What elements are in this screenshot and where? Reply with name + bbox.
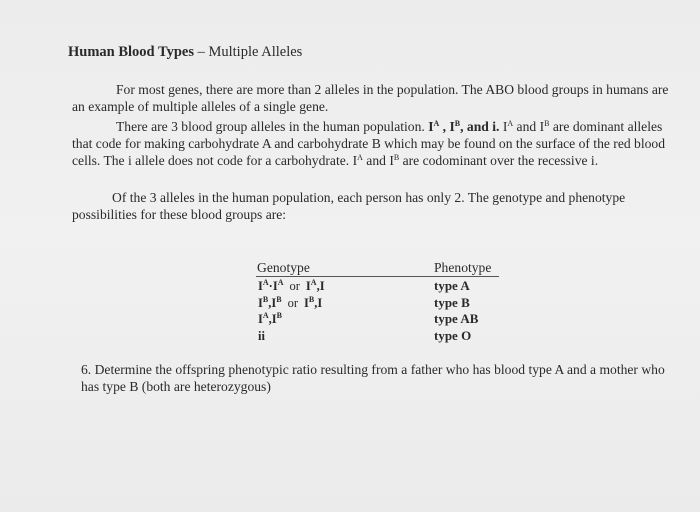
genotype-row-a: $I^A\cdot I^A$ or $I^A,I$ [258,278,325,293]
genotype-row-ab: $I^A,I^B$ [258,311,282,326]
genotype-header: Genotype [257,260,310,275]
phenotype-row-a: type A [434,278,470,293]
table-header-rule [256,276,499,277]
allele-ia: $I^A$ [428,119,440,134]
alleles-text-3: and I [513,119,545,134]
phenotype-row-ab: type AB [434,311,479,326]
title-subtitle: – Multiple Alleles [193,44,303,60]
phenotype-row-o: type O [434,327,472,343]
paragraph-alleles: There are 3 blood group alleles in the human population. $I^A$ , $I^B$, and i. $I^A$ and $I^B$ are dominant alleles that code for making carbohydrate A and carbohydrate B which may be found on the surface of the red blood cells. The i allele does not code for a carbohydrate. $I^A$ and $I^B$ are codominant over the recessive i. [72,119,666,168]
page-title [68,44,302,61]
phenotype-row-b: type B [434,294,470,310]
alleles-text-2: I [499,119,508,134]
question-6: 6. Determine the offspring phenotypic ratio resulting from a father who has blood type A and a mother who has type B (both are heterozygous) [81,362,665,394]
paragraph-possibilities-text: Of the 3 alleles in the human population, each person has only 2. The genotype and phenotype possibilities for these blood groups are: [72,190,626,222]
allele-ib: $I^B$ [449,119,461,134]
genotype-row-b: $I^B,I^B$ or $I^B,I$ [258,294,323,310]
genotype-row-o: ii [258,328,265,343]
allele-i: , and i. [460,119,500,134]
alleles-text-1: There are 3 blood group alleles in the human population. [116,119,429,134]
genotype-list [258,278,325,344]
paragraph-possibilities [72,189,672,223]
title-main: Human Blood Types [68,44,194,60]
alleles-text-6: are codominant over the recessive i. [399,153,599,168]
paragraph-intro-text: For most genes, there are more than 2 alleles in the population. The ABO blood groups in humans are an example of multiple alleles of a single gene. [72,82,669,114]
phenotype-header: Phenotype [434,260,492,275]
paragraph-intro [72,81,672,115]
phenotype-list [434,278,478,344]
alleles-text-5: and I [362,153,394,168]
alleles-text-4: are dominant alleles that code for making carbohydrate A and carbohydrate B which may be found on the surface of the red blood cells. The i allele does not code for a carbohydrate. I [72,119,666,168]
